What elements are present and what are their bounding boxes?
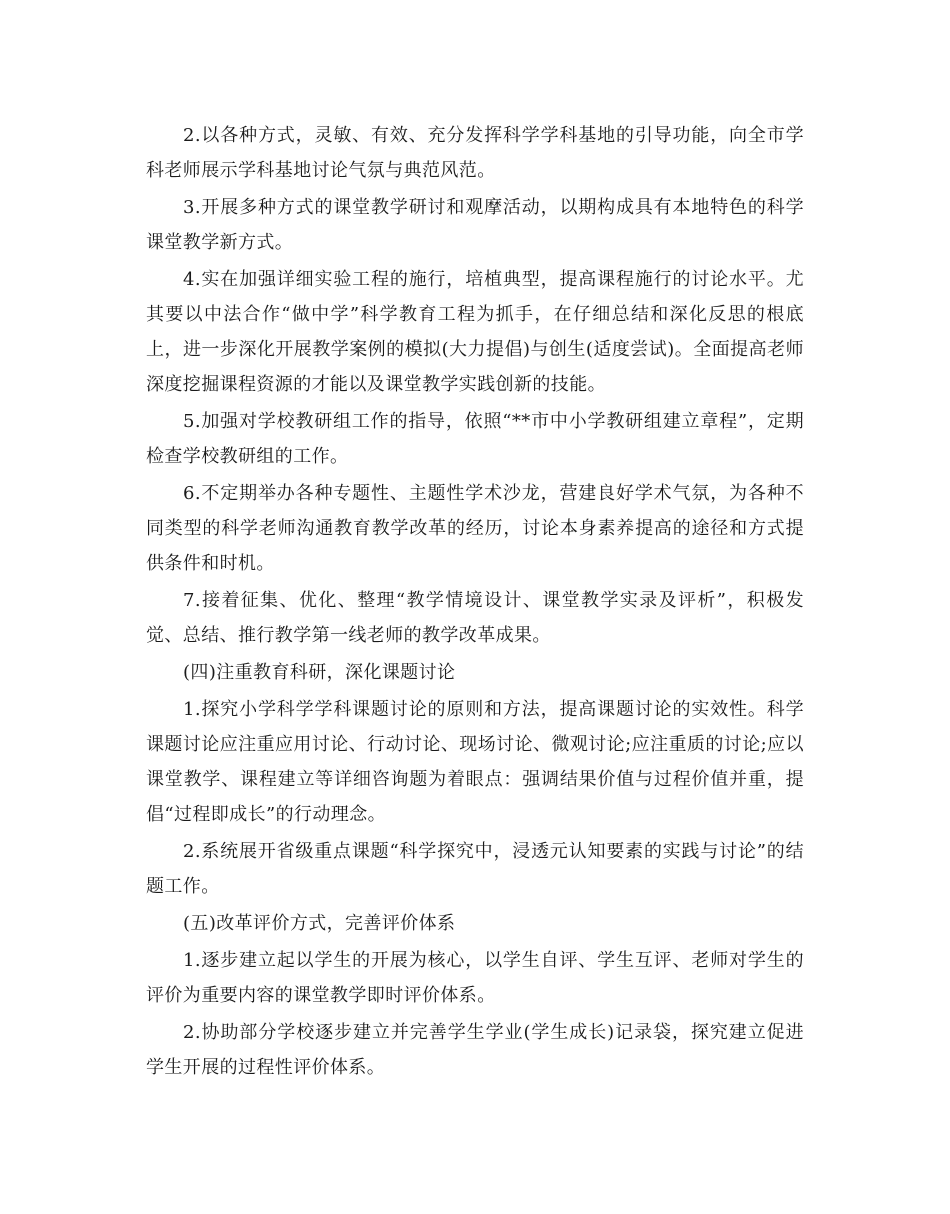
paragraph-item-3: 3.开展多种方式的课堂教学研讨和观摩活动，以期构成具有本地特色的科学课堂教学新方式。 — [146, 197, 804, 253]
paragraph-research-2: 2.系统展开省级重点课题“科学探究中，浸透元认知要素的实践与讨论”的结题工作。 — [146, 841, 804, 897]
paragraph-research-1: 1.探究小学科学学科课题讨论的原则和方法，提高课题讨论的实效性。科学课题讨论应注重应用讨论、行动讨论、现场讨论、微观讨论;应注重质的讨论;应以课堂教学、课程建立等详细咨询题为着眼点：强调结果价值与过程价值并重，提倡“过程即成长”的行动理念。 — [146, 699, 804, 825]
section-heading-4: (四)注重教育科研，深化课题讨论 — [183, 662, 456, 683]
section-heading-5: (五)改革评价方式，完善评价体系 — [183, 913, 456, 934]
paragraph-evaluation-2: 2.协助部分学校逐步建立并完善学生学业(学生成长)记录袋，探究建立促进学生开展的过程性评价体系。 — [146, 1022, 804, 1078]
paragraph-item-7: 7.接着征集、优化、整理“教学情境设计、课堂教学实录及评析”，积极发觉、总结、推行教学第一线老师的教学改革成果。 — [146, 590, 804, 646]
paragraph-evaluation-1: 1.逐步建立起以学生的开展为核心，以学生自评、学生互评、老师对学生的评价为重要内容的课堂教学即时评价体系。 — [146, 950, 804, 1006]
paragraph-item-4: 4.实在加强详细实验工程的施行，培植典型，提高课程施行的讨论水平。尤其要以中法合作“做中学”科学教育工程为抓手，在仔细总结和深化反思的根底上，进一步深化开展教学案例的模拟(大力提倡)与创生(适度尝试)。全面提高老师深度挖掘课程资源的才能以及课堂教学实践创新的技能。 — [146, 269, 804, 395]
paragraph-item-6: 6.不定期举办各种专题性、主题性学术沙龙，营建良好学术气氛，为各种不同类型的科学老师沟通教育教学改革的经历，讨论本身素养提高的途径和方式提供条件和时机。 — [146, 483, 804, 574]
paragraph-item-5: 5.加强对学校教研组工作的指导，依照“**市中小学教研组建立章程”，定期检查学校教研组的工作。 — [146, 411, 804, 467]
document-body — [146, 118, 804, 1085]
paragraph-item-2: 2.以各种方式，灵敏、有效、充分发挥科学学科基地的引导功能，向全市学科老师展示学科基地讨论气氛与典范风范。 — [146, 125, 804, 181]
